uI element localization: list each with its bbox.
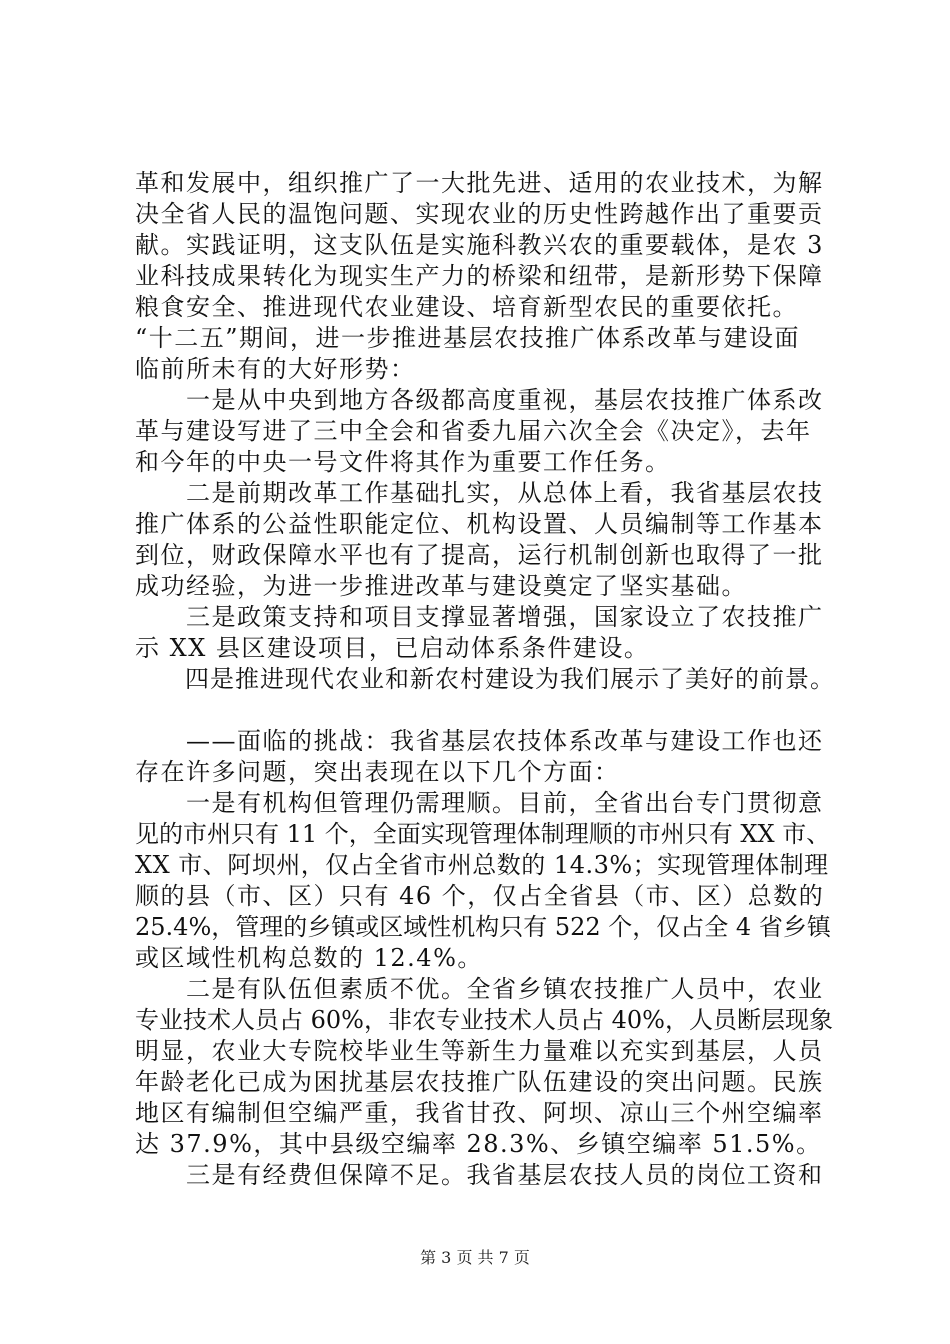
text-line: 献。实践证明，这支队伍是实施科教兴农的重要载体，是农 3: [135, 231, 824, 259]
text-line: 和今年的中央一号文件将其作为重要工作任务。: [135, 448, 671, 476]
text-line: 革与建设写进了三中全会和省委九届六次全会《决定》，去年: [135, 417, 812, 445]
text-line: 业科技成果转化为现实生产力的桥梁和纽带，是新形势下保障: [135, 262, 824, 290]
text-line: 年龄老化已成为困扰基层农技推广队伍建设的突出问题。民族: [135, 1068, 824, 1096]
text-line: 一是有机构但管理仍需理顺。目前，全省出台专门贯彻意: [135, 789, 824, 817]
text-line: 粮食安全、推进现代农业建设、培育新型农民的重要依托。: [135, 293, 798, 321]
text-line: 示 XX 县区建设项目，已启动体系条件建设。: [135, 634, 650, 662]
text-line: 推广体系的公益性职能定位、机构设置、人员编制等工作基本: [135, 510, 824, 538]
text-line: 顺的县（市、区）只有 46 个，仅占全省县（市、区）总数的: [135, 882, 825, 910]
text-line: 二是有队伍但素质不优。全省乡镇农技推广人员中，农业: [135, 975, 824, 1003]
text-line: 三是政策支持和项目支撑显著增强，国家设立了农技推广: [135, 603, 824, 631]
text-line: 临前所未有的大好形势：: [135, 355, 416, 383]
text-line: 一是从中央到地方各级都高度重视，基层农技推广体系改: [135, 386, 824, 414]
text-line: 25.4%，管理的乡镇或区域性机构只有 522 个，仅占全 4 省乡镇: [135, 913, 831, 941]
text-line: 或区域性机构总数的 12.4%。: [135, 944, 483, 972]
text-line: 革和发展中，组织推广了一大批先进、适用的农业技术，为解: [135, 169, 824, 197]
text-line: XX 市、阿坝州，仅占全省市州总数的 14.3%；实现管理体制理: [135, 851, 829, 879]
text-line: 三是有经费但保障不足。我省基层农技人员的岗位工资和: [135, 1161, 824, 1189]
text-line: 决全省人民的温饱问题、实现农业的历史性跨越作出了重要贡: [135, 200, 824, 228]
text-line: 存在许多问题，突出表现在以下几个方面：: [135, 758, 620, 786]
text-line: 四是推进现代农业和新农村建设为我们展示了美好的前景。: [135, 665, 835, 693]
text-line: ——面临的挑战：我省基层农技体系改革与建设工作也还: [135, 727, 824, 755]
text-line: 专业技术人员占 60%，非农专业技术人员占 40%，人员断层现象: [135, 1006, 833, 1034]
page-number-footer: 第 3 页 共 7 页: [420, 1248, 530, 1267]
text-line: 成功经验，为进一步推进改革与建设奠定了坚实基础。: [135, 572, 747, 600]
text-line: 达 37.9%，其中县级空编率 28.3%、乡镇空编率 51.5%。: [135, 1130, 822, 1158]
paragraph-gap: [135, 695, 835, 726]
text-line: 到位，财政保障水平也有了提高，运行机制创新也取得了一批: [135, 541, 824, 569]
text-line: 地区有编制但空编严重，我省甘孜、阿坝、凉山三个州空编率: [135, 1099, 824, 1127]
text-line: 见的市州只有 11 个，全面实现管理体制理顺的市州只有 XX 市、: [135, 820, 831, 848]
text-line: 明显，农业大专院校毕业生等新生力量难以充实到基层，人员: [135, 1037, 824, 1065]
body-text: [135, 168, 835, 1191]
text-line: “十二五”期间，进一步推进基层农技推广体系改革与建设面: [135, 324, 801, 352]
text-line: 二是前期改革工作基础扎实，从总体上看，我省基层农技: [135, 479, 824, 507]
